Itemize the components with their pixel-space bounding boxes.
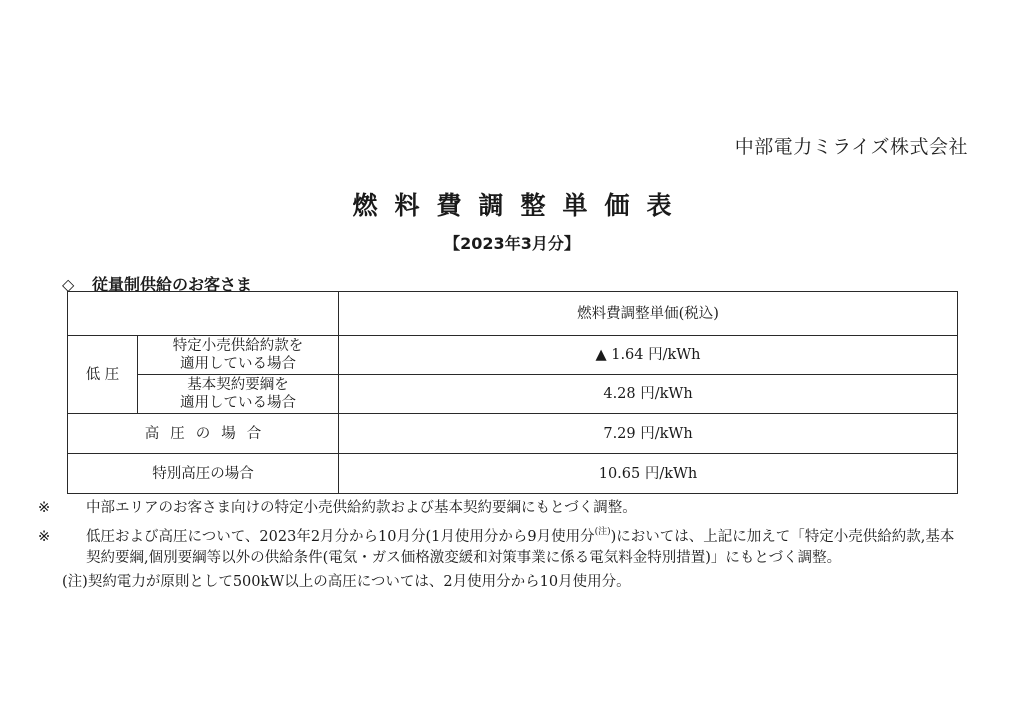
rate-value: ▲ 1.64 円/kWh (339, 336, 958, 375)
note-item (38, 498, 962, 519)
note-item (62, 572, 962, 593)
column-header: 燃料費調整単価(税込) (339, 292, 958, 336)
table-row (68, 375, 958, 414)
note-mark: ※ (38, 500, 51, 516)
table-header-row (68, 292, 958, 336)
table-row (68, 336, 958, 375)
diamond-icon: ◇ (62, 275, 75, 294)
company-name: 中部電力ミライズ株式会社 (734, 136, 968, 158)
low-voltage-label: 低 圧 (68, 336, 138, 414)
note-mark: (注) (62, 574, 88, 590)
section-label: 従量制供給のお客さま (92, 275, 253, 294)
note-text: 低圧および高圧について、2023年2月分から10月分(1月使用分から9月使用分 (86, 529, 595, 545)
rate-table (67, 291, 958, 494)
note-text: )においては、上記に加えて「特定小売供給約款,基本契約要綱,個別要綱等以外の供給条件(電気・ガス価格激変緩和対策事業に係る電気料金特別措置)」にもとづく調整。 (86, 529, 955, 566)
row-label-line: 特定小売供給約款を (172, 338, 304, 354)
note-text: 契約電力が原則として500kW以上の高圧については、2月使用分から10月使用分。 (87, 574, 631, 590)
note-superscript: (注) (594, 527, 611, 537)
note-text: 中部エリアのお客さま向けの特定小売供給約款および基本契約要綱にもとづく調整。 (86, 500, 637, 516)
row-label: 高圧の場合 (68, 414, 339, 454)
rate-value: 4.28 円/kWh (339, 375, 958, 414)
row-label-line: 適用している場合 (180, 356, 296, 372)
rate-value: 7.29 円/kWh (339, 414, 958, 454)
notes (38, 498, 962, 596)
row-label-line: 基本契約要綱を (187, 377, 289, 393)
row-label-line: 適用している場合 (180, 395, 296, 411)
note-mark: ※ (38, 529, 51, 545)
row-label: 特別高圧の場合 (68, 454, 339, 494)
period-label: 【2023年3月分】 (444, 234, 580, 253)
row-label (138, 375, 339, 414)
table-row (68, 414, 958, 454)
note-item (38, 522, 962, 569)
header-empty-cell (68, 292, 339, 336)
rate-value: 10.65 円/kWh (339, 454, 958, 494)
table-row (68, 454, 958, 494)
page-title: 燃料費調整単価表 (352, 191, 689, 220)
row-label (138, 336, 339, 375)
